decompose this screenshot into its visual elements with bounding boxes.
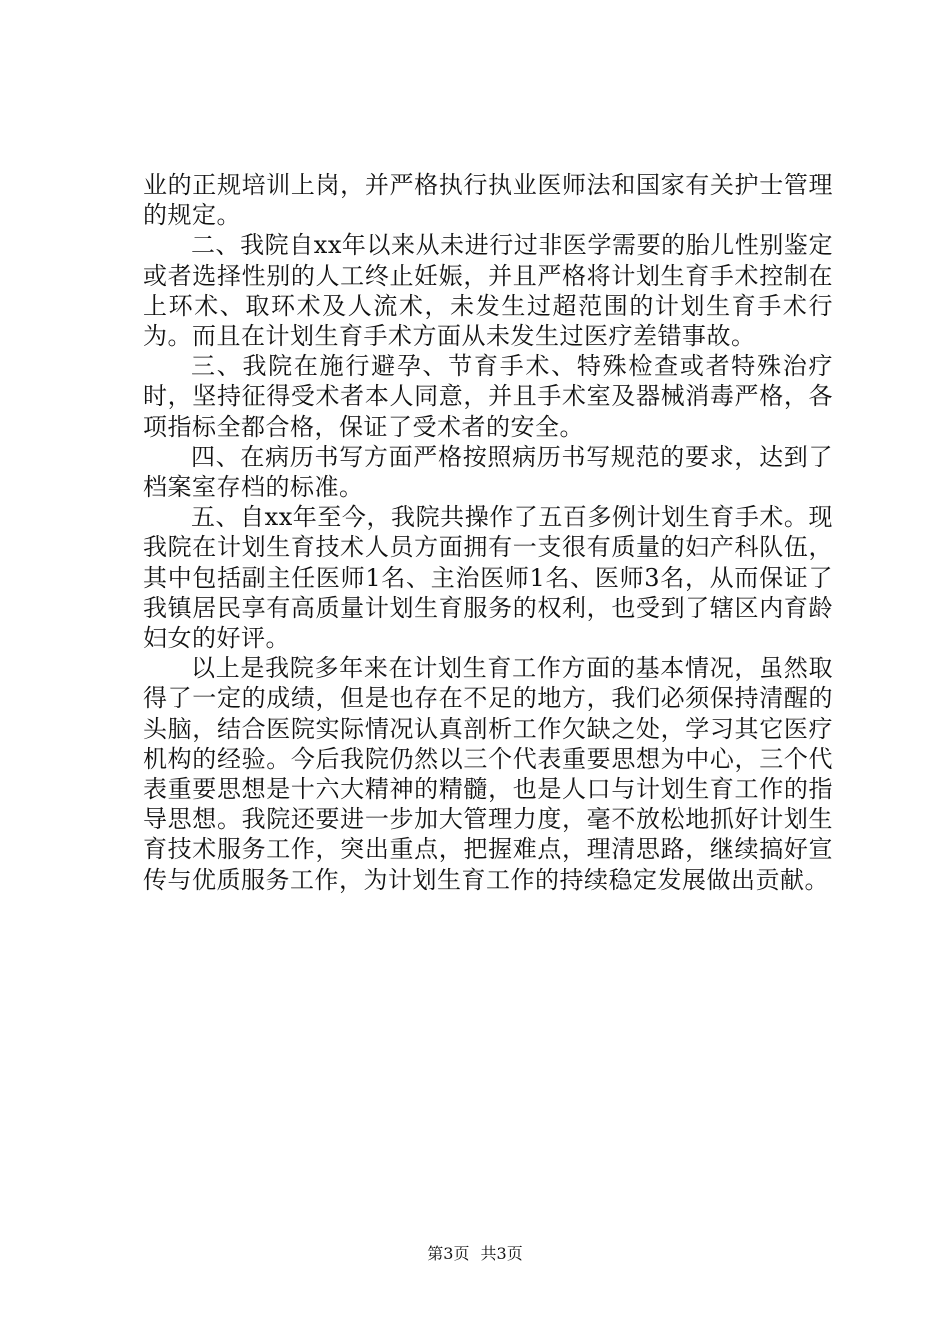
page-number: 第3页 — [427, 1244, 470, 1263]
paragraph-item-3: 三、我院在施行避孕、节育手术、特殊检查或者特殊治疗时，坚持征得受术者本人同意，并且手术室及器械消毒严格，各项指标全都合格，保证了受术者的安全。 — [143, 352, 833, 441]
paragraph-item-2: 二、我院自xx年以来从未进行过非医学需要的胎儿性别鉴定或者选择性别的人工终止妊娠，并且严格将计划生育手术控制在上环术、取环术及人流术，未发生过超范围的计划生育手术行为。而且在计划生育手术方面从未发生过医疗差错事故。 — [143, 231, 833, 351]
paragraph-conclusion: 以上是我院多年来在计划生育工作方面的基本情况，虽然取得了一定的成绩，但是也存在不足的地方，我们必须保持清醒的头脑，结合医院实际情况认真剖析工作欠缺之处，学习其它医疗机构的经验。今后我院仍然以三个代表重要思想为中心，三个代表重要思想是十六大精神的精髓，也是人口与计划生育工作的指导思想。我院还要进一步加大管理力度，毫不放松地抓好计划生育技术服务工作，突出重点，把握难点，理清思路，继续搞好宣传与优质服务工作，为计划生育工作的持续稳定发展做出贡献。 — [143, 654, 833, 894]
document-body — [143, 170, 833, 895]
page-total: 共3页 — [480, 1244, 523, 1263]
paragraph-item-5: 五、自xx年至今，我院共操作了五百多例计划生育手术。现我院在计划生育技术人员方面拥有一支很有质量的妇产科队伍，其中包括副主任医师1名、主治医师1名、医师3名，从而保证了我镇居民享有高质量计划生育服务的权利，也受到了辖区内育龄妇女的好评。 — [143, 503, 833, 653]
paragraph-continuation: 业的正规培训上岗，并严格执行执业医师法和国家有关护士管理的规定。 — [143, 171, 833, 230]
paragraph-item-4: 四、在病历书写方面严格按照病历书写规范的要求，达到了档案室存档的标准。 — [143, 442, 833, 502]
page-footer — [0, 1244, 950, 1264]
